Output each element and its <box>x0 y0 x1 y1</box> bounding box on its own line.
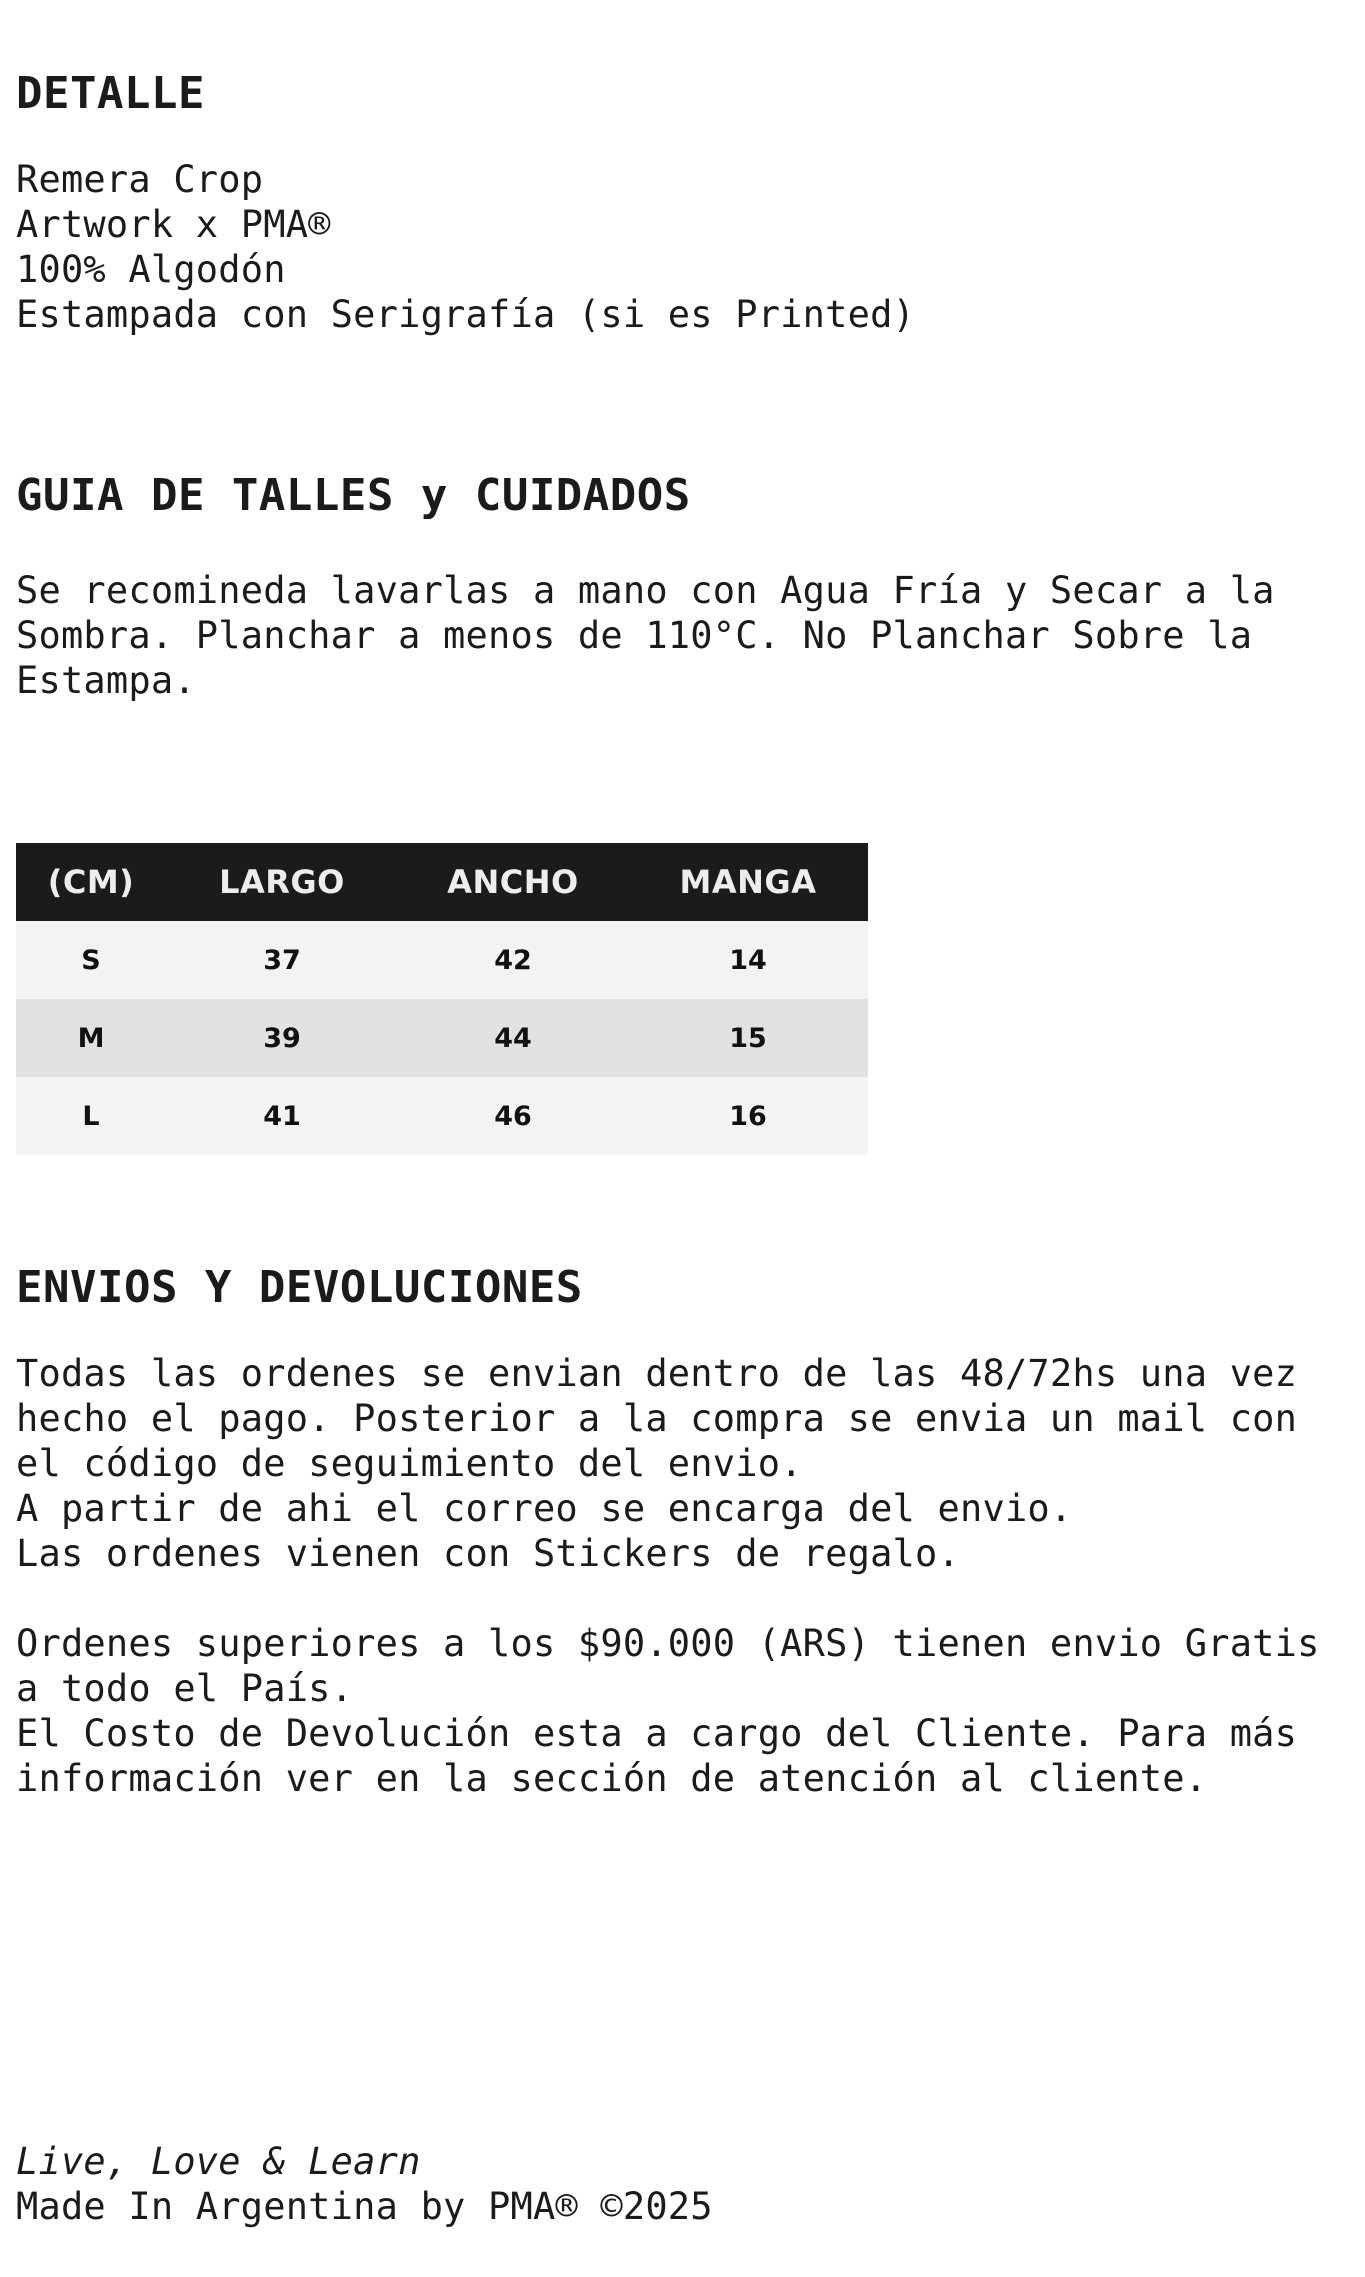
envios-line: A partir de ahi el correo se encarga del envio. <box>16 1487 1073 1530</box>
size-table <box>16 843 868 1155</box>
size-table-header: MANGA <box>628 843 868 921</box>
size-table-cell: 44 <box>398 999 628 1077</box>
size-table-cell: 39 <box>166 999 398 1077</box>
footer <box>16 2139 1324 2229</box>
envios-line: El Costo de Devolución esta a cargo del Cliente. Para más <box>16 1712 1298 1755</box>
envios-line: información ver en la sección de atención al cliente. <box>16 1757 1208 1800</box>
guia-line: Estampa. <box>16 659 196 702</box>
guia-text <box>16 568 1324 703</box>
envios-line: Todas las ordenes se envian dentro de las 48/72hs una vez <box>16 1352 1298 1395</box>
size-table-cell: M <box>16 999 166 1077</box>
envios-line: Las ordenes vienen con Stickers de regalo. <box>16 1532 960 1575</box>
size-table-cell: 42 <box>398 921 628 999</box>
guia-line: Se recomineda lavarlas a mano con Agua Fría y Secar a la <box>16 569 1275 612</box>
size-table-cell: S <box>16 921 166 999</box>
size-table-header: (CM) <box>16 843 166 921</box>
detalle-line: Estampada con Serigrafía (si es Printed) <box>16 293 916 336</box>
size-table-cell: 41 <box>166 1077 398 1155</box>
detalle-line: 100% Algodón <box>16 248 286 291</box>
size-table-header: LARGO <box>166 843 398 921</box>
detalle-line: Remera Crop <box>16 158 264 201</box>
detalle-heading: DETALLE <box>16 68 205 119</box>
size-table-cell: L <box>16 1077 166 1155</box>
footer-tagline: Live, Love & Learn <box>16 2140 421 2183</box>
guia-line: Sombra. Planchar a menos de 110°C. No Planchar Sobre la <box>16 614 1253 657</box>
size-table-row <box>16 921 868 999</box>
envios-text <box>16 1351 1324 1801</box>
envios-line <box>16 1576 1324 1621</box>
envios-line: el código de seguimiento del envio. <box>16 1442 803 1485</box>
detalle-text <box>16 157 1324 337</box>
size-table-cell: 15 <box>628 999 868 1077</box>
size-table-cell: 37 <box>166 921 398 999</box>
size-table-cell: 14 <box>628 921 868 999</box>
footer-credit: Made In Argentina by PMA® ©2025 <box>16 2185 713 2228</box>
size-table-header-row <box>16 843 868 921</box>
size-table-row <box>16 1077 868 1155</box>
guia-heading: GUIA DE TALLES y CUIDADOS <box>16 470 691 521</box>
size-table-header: ANCHO <box>398 843 628 921</box>
size-table-row <box>16 999 868 1077</box>
envios-heading: ENVIOS Y DEVOLUCIONES <box>16 1262 583 1313</box>
detalle-line: Artwork x PMA® <box>16 203 331 246</box>
size-table-cell: 46 <box>398 1077 628 1155</box>
envios-line: hecho el pago. Posterior a la compra se envia un mail con <box>16 1397 1298 1440</box>
envios-line: Ordenes superiores a los $90.000 (ARS) tienen envio Gratis <box>16 1622 1320 1665</box>
size-table-cell: 16 <box>628 1077 868 1155</box>
envios-line: a todo el País. <box>16 1667 354 1710</box>
